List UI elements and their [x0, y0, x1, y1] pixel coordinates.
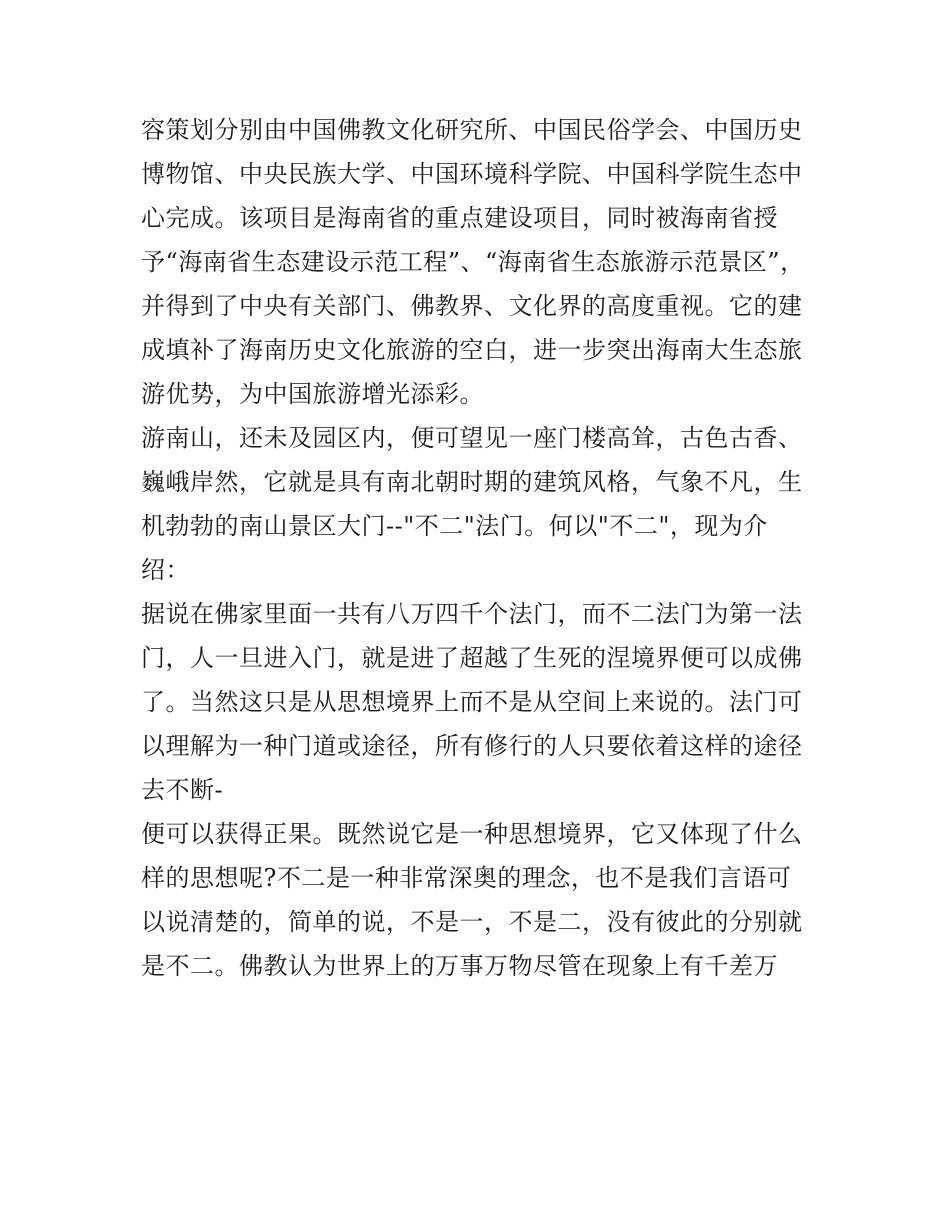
text-line: 样的思想呢?不二是一种非常深奥的理念，也不是我们言语可	[141, 864, 792, 892]
text-line: 巍峨岸然，它就是具有南北朝时期的建筑风格，气象不凡，生	[141, 468, 803, 496]
text-line: 游优势，为中国旅游增光添彩。	[141, 380, 484, 408]
body-text	[141, 108, 821, 988]
text-line: 成填补了海南历史文化旅游的空白，进一步突出海南大生态旅	[141, 336, 803, 364]
text-line: 容策划分别由中国佛教文化研究所、中国民俗学会、中国历史	[141, 116, 803, 144]
text-line: 了。当然这只是从思想境界上而不是从空间上来说的。法门可	[141, 688, 803, 716]
text-line: 以说清楚的，简单的说，不是一，不是二，没有彼此的分别就	[141, 908, 803, 936]
text-line: 并得到了中央有关部门、佛教界、文化界的高度重视。它的建	[141, 292, 803, 320]
text-line: 游南山，还未及园区内，便可望见一座门楼高耸，古色古香、	[141, 424, 803, 452]
text-line: 机勃勃的南山景区大门--"不二"法门。何以"不二"，现为介	[141, 512, 768, 540]
text-line: 是不二。佛教认为世界上的万事万物尽管在现象上有千差万	[141, 952, 778, 980]
text-line: 据说在佛家里面一共有八万四千个法门，而不二法门为第一法	[141, 600, 803, 628]
text-line: 去不断-	[141, 776, 224, 804]
text-line: 博物馆、中央民族大学、中国环境科学院、中国科学院生态中	[141, 160, 803, 188]
text-line: 以理解为一种门道或途径，所有修行的人只要依着这样的途径	[141, 732, 803, 760]
text-line: 心完成。该项目是海南省的重点建设项目，同时被海南省授	[141, 204, 778, 232]
text-line: 予“海南省生态建设示范工程”、“海南省生态旅游示范景区”，	[141, 248, 805, 276]
text-line: 门，人一旦进入门，就是进了超越了生死的涅境界便可以成佛	[141, 644, 803, 672]
text-line: 便可以获得正果。既然说它是一种思想境界，它又体现了什么	[141, 820, 803, 848]
text-line: 绍：	[141, 556, 190, 584]
